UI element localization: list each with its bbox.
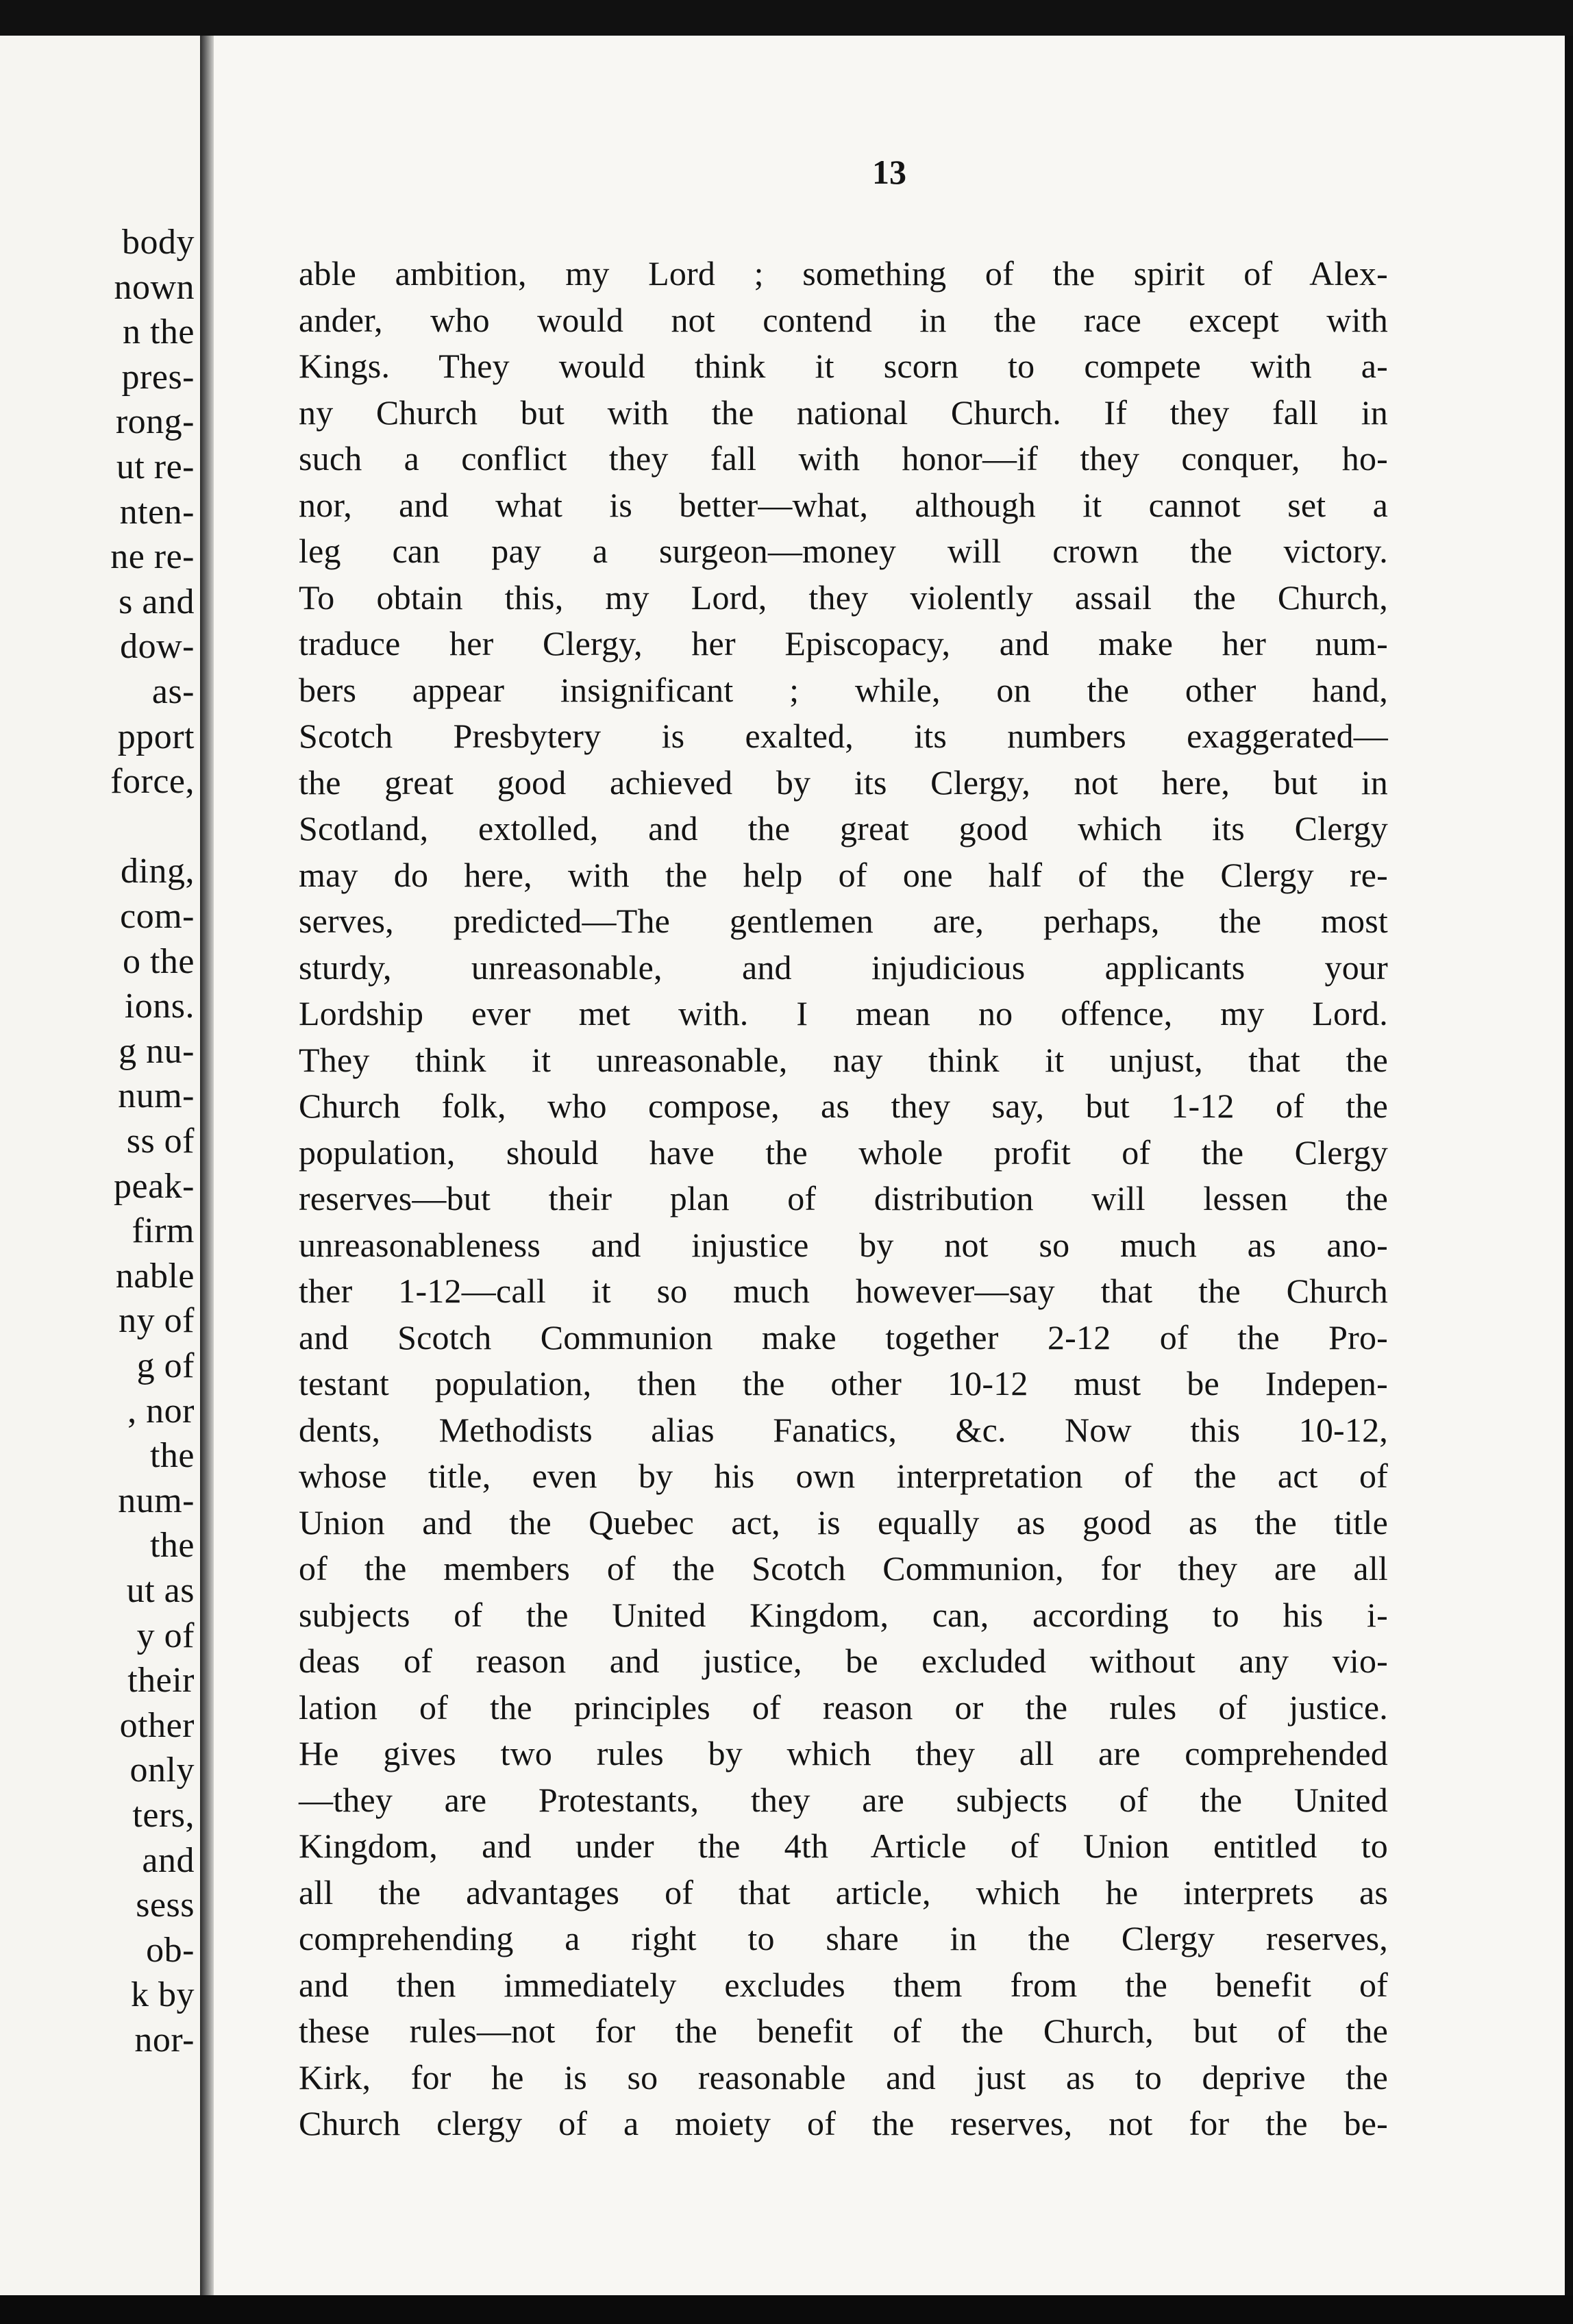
facing-page-fragment: dow- bbox=[120, 627, 195, 667]
text-line: bers appear insignificant ; while, on the other hand, bbox=[299, 670, 1388, 709]
facing-page-fragment: g of bbox=[136, 1346, 195, 1385]
text-line: whose title, even by his own interpretation of the act of bbox=[299, 1457, 1388, 1495]
text-line: ny Church but with the national Church. If they fall in bbox=[299, 393, 1388, 432]
facing-page-fragment: other bbox=[119, 1705, 195, 1745]
facing-page-fragment: rong- bbox=[115, 402, 195, 442]
text-line: To obtain this, my Lord, they violently assail the Church, bbox=[299, 578, 1388, 617]
scan-top-border bbox=[0, 0, 1573, 36]
facing-page-fragment: sess bbox=[136, 1886, 195, 1925]
text-line: traduce her Clergy, her Episcopacy, and make her num- bbox=[299, 624, 1388, 663]
facing-page-fragment: k by bbox=[131, 1975, 195, 2015]
facing-page-fragment: pres- bbox=[121, 357, 195, 397]
text-line: Church folk, who compose, as they say, but 1-12 of the bbox=[299, 1087, 1388, 1125]
text-line: testant population, then the other 10-12 must be Indepen- bbox=[299, 1364, 1388, 1402]
facing-page-fragment: only bbox=[129, 1751, 195, 1790]
facing-page-fragment: the bbox=[149, 1436, 195, 1476]
text-line: reserves—but their plan of distribution will lessen the bbox=[299, 1179, 1388, 1217]
facing-page-fragment: nown bbox=[114, 267, 195, 307]
left-page-edge bbox=[0, 36, 200, 2295]
text-line: all the advantages of that article, which he interprets as bbox=[299, 1872, 1388, 1912]
facing-page-fragment: ut as bbox=[126, 1571, 195, 1610]
facing-page-fragment: and bbox=[142, 1840, 195, 1880]
text-line: Kingdom, and under the 4th Article of Union entitled to bbox=[299, 1827, 1388, 1865]
text-line: They think it unreasonable, nay think it unjust, that the bbox=[299, 1040, 1388, 1079]
scan-right-border bbox=[1565, 36, 1573, 2295]
facing-page-fragment: firm bbox=[132, 1211, 195, 1251]
facing-page-fragment: force, bbox=[110, 762, 195, 802]
facing-page-fragment: nable bbox=[115, 1256, 195, 1296]
text-line: of the members of the Scotch Communion, for they are all bbox=[299, 1549, 1388, 1587]
facing-page-fragment: ions. bbox=[124, 987, 195, 1026]
facing-page-fragment: ob- bbox=[146, 1930, 195, 1970]
text-line: Kings. They would think it scorn to compete with a- bbox=[299, 347, 1388, 385]
text-line: comprehending a right to share in the Clergy reserves, bbox=[299, 1919, 1388, 1957]
text-line: and then immediately excludes them from the benefit of bbox=[299, 1965, 1388, 2004]
scan-bottom-border bbox=[0, 2295, 1573, 2324]
text-line: He gives two rules by which they all are comprehended bbox=[299, 1734, 1388, 1772]
text-line: population, should have the whole profit of the Clergy bbox=[299, 1133, 1388, 1172]
facing-page-fragment: num- bbox=[118, 1481, 195, 1520]
text-line: subjects of the United Kingdom, can, according to his i- bbox=[299, 1595, 1388, 1634]
text-line: and Scotch Communion make together 2-12 of the Pro- bbox=[299, 1318, 1388, 1357]
facing-page-fragment: their bbox=[127, 1661, 195, 1701]
facing-page-fragment: n the bbox=[122, 312, 195, 352]
facing-page-fragment: peak- bbox=[114, 1166, 195, 1206]
text-line: Scotch Presbytery is exalted, its numbers exaggerated— bbox=[299, 717, 1388, 755]
facing-page-fragment: ss of bbox=[126, 1122, 195, 1161]
text-line: nor, and what is better—what, although it cannot set a bbox=[299, 485, 1388, 524]
text-line: unreasonableness and injustice by not so much as ano- bbox=[299, 1225, 1388, 1264]
facing-page-fragment: com- bbox=[120, 897, 195, 936]
text-line: lation of the principles of reason or the rules of justice. bbox=[299, 1688, 1388, 1727]
facing-page-fragment: ters, bbox=[132, 1796, 195, 1835]
facing-page-fragment: pport bbox=[117, 717, 195, 756]
text-line: such a conflict they fall with honor—if they conquer, ho- bbox=[299, 439, 1388, 478]
facing-page-fragment: ding, bbox=[121, 852, 195, 891]
text-line: may do here, with the help of one half of the Clergy re- bbox=[299, 855, 1388, 894]
text-line: dents, Methodists alias Fanatics, &c. Now this 10-12, bbox=[299, 1410, 1388, 1449]
facing-page-fragment: g nu- bbox=[119, 1031, 195, 1071]
facing-page-fragment: ne re- bbox=[110, 537, 195, 577]
text-line: Lordship ever met with. I mean no offence, my Lord. bbox=[299, 994, 1388, 1033]
text-line: ther 1-12—call it so much however—say that the Church bbox=[299, 1272, 1388, 1310]
facing-page-fragment: as- bbox=[151, 672, 195, 711]
text-line: deas of reason and justice, be excluded without any vio- bbox=[299, 1642, 1388, 1680]
text-line: Church clergy of a moiety of the reserves, not for the be- bbox=[299, 2104, 1388, 2142]
facing-page-fragment: body bbox=[122, 223, 195, 262]
right-page bbox=[214, 36, 1565, 2295]
text-line: serves, predicted—The gentlemen are, perhaps, the most bbox=[299, 902, 1388, 940]
book-gutter bbox=[200, 36, 214, 2295]
body-text bbox=[299, 251, 1388, 2147]
facing-page-fragment: nor- bbox=[134, 2020, 195, 2060]
text-line: the great good achieved by its Clergy, not here, but in bbox=[299, 763, 1388, 802]
facing-page-fragment: o the bbox=[122, 941, 195, 981]
text-line: Kirk, for he is so reasonable and just as to deprive the bbox=[299, 2057, 1388, 2097]
text-line: sturdy, unreasonable, and injudicious applicants your bbox=[299, 948, 1388, 987]
text-line: ander, who would not contend in the race except with bbox=[299, 300, 1388, 339]
text-line: —they are Protestants, they are subjects of the United bbox=[299, 1780, 1388, 1819]
text-line: Scotland, extolled, and the great good which its Clergy bbox=[299, 809, 1388, 848]
facing-page-fragment: ny of bbox=[119, 1301, 195, 1341]
facing-page-fragment: nten- bbox=[119, 492, 195, 532]
text-line: leg can pay a surgeon—money will crown the victory. bbox=[299, 532, 1388, 570]
facing-page-fragment: , nor bbox=[127, 1391, 195, 1431]
text-line: Union and the Quebec act, is equally as good as the title bbox=[299, 1503, 1388, 1542]
facing-page-fragment: ut re- bbox=[116, 447, 195, 486]
text-line: able ambition, my Lord ; something of the spirit of Alex- bbox=[299, 254, 1388, 293]
facing-page-fragment: num- bbox=[118, 1076, 195, 1116]
facing-page-fragment: y of bbox=[136, 1616, 195, 1655]
text-line: these rules—not for the benefit of the Church, but of the bbox=[299, 2012, 1388, 2050]
page-number: 13 bbox=[872, 153, 906, 191]
facing-page-fragment: s and bbox=[119, 582, 195, 621]
facing-page-fragment: the bbox=[149, 1526, 195, 1566]
